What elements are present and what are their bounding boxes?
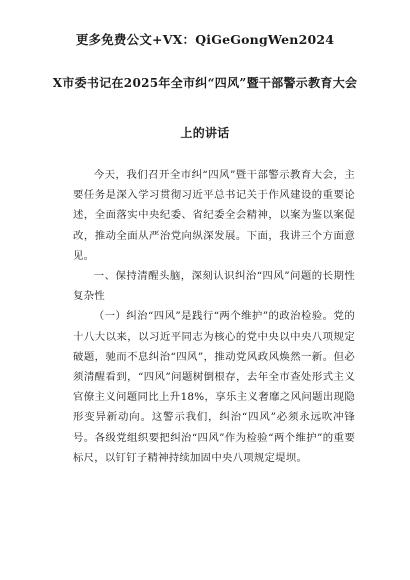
document-title-line-1: X市委书记在2025年全市纠“四风”暨干部警示教育大会 xyxy=(52,76,358,90)
document-body xyxy=(73,165,355,468)
subsection-paragraph-1: （一）纠治“四风”是践行“两个维护”的政治检验。党的十八大以来，以习近平同志为核心的党中央以中央八项规定破题，驰而不息纠治“四风”，推动党风政风焕然一新。但必须清醒看到，“四风”问题树倒根存，去年全市查处形式主义官僚主义问题同比上升18%，享乐主义奢靡之风问题出现隐形变异新动向。这警示我们，纠治“四风”必须永远吹冲锋号。各级党组织要把纠治“四风”作为检验“两个维护”的重要标尺，以钉钉子精神持续加固中央八项规定堤坝。 xyxy=(73,310,355,464)
document-title-line-2: 上的讲话 xyxy=(180,126,230,140)
intro-paragraph: 今天，我们召开全市纠“四风”暨干部警示教育大会，主要任务是深入学习贯彻习近平总书记关于作风建设的重要论述，全面落实中央纪委、省纪委全会精神，以案为鉴以案促改，推动全面从严治党向纵深发展。下面，我讲三个方面意见。 xyxy=(73,169,355,262)
watermark-text: 更多免费公文+VX：QiGeGongWen2024 xyxy=(75,32,335,47)
section-heading-1: 一、保持清醒头脑，深刻认识纠治“四风”问题的长期性复杂性 xyxy=(73,270,355,303)
